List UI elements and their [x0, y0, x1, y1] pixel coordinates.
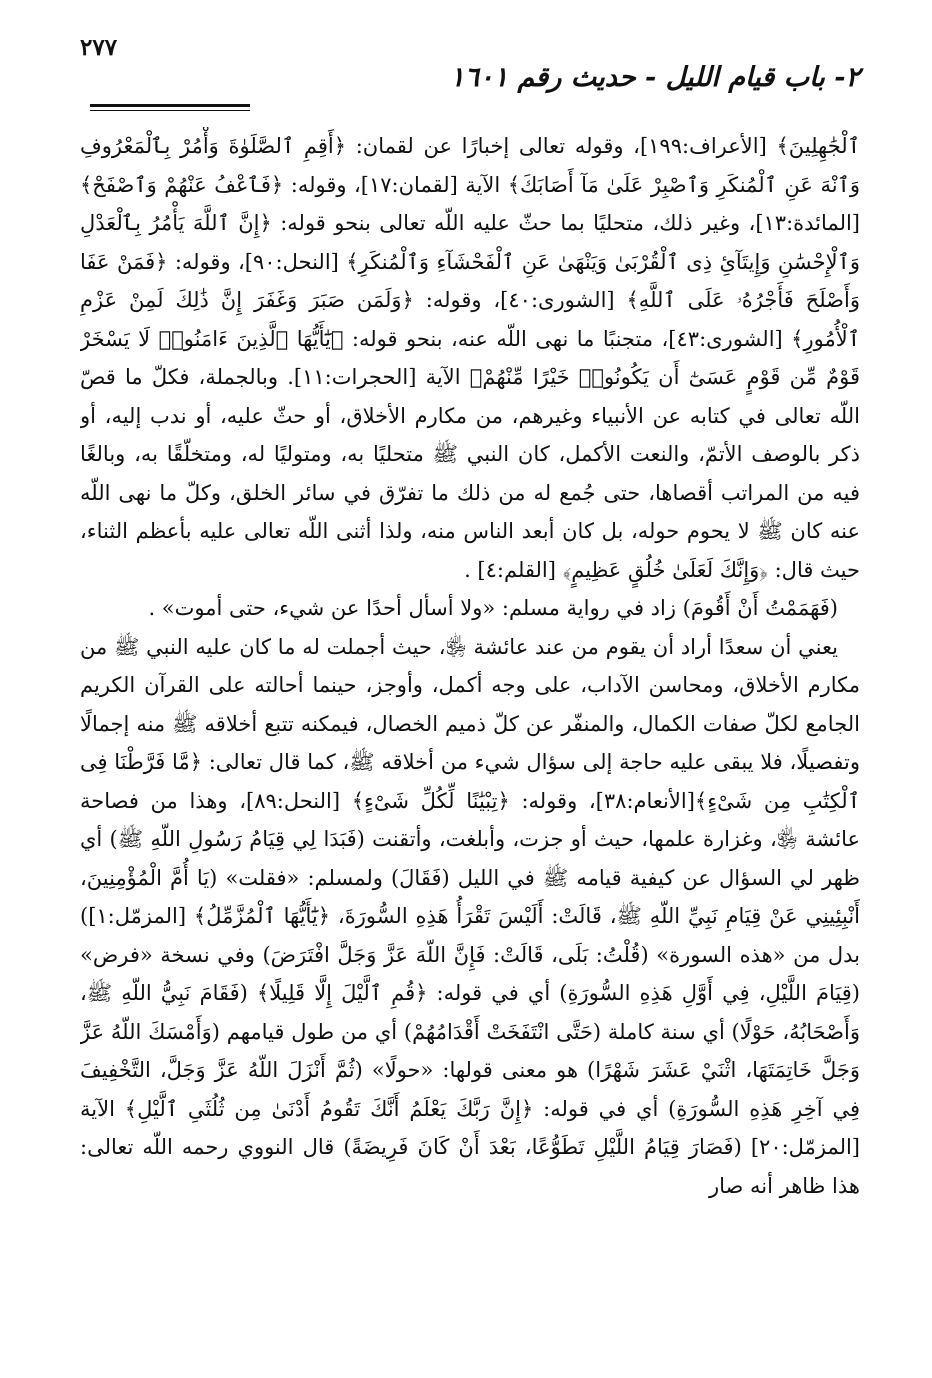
body-paragraph: ٱلْجَٰهِلِينَ﴾ [الأعراف:١٩٩]، وقوله تعالى إخبارًا عن لقمان: ﴿أَقِمِ ٱلصَّلَوٰةَ وَأْمُرْ بِٱلْمَعْرُوفِ وَٱنْهَ عَنِ ٱلْمُنكَرِ وَٱصْبِرْ عَلَىٰ مَآ أَصَابَكَ﴾ الآية [لقمان:١٧]، وقوله: ﴿فَٱعْفُ عَنْهُمْ وَٱصْفَحْ﴾ [المائدة:١٣]، وغير ذلك، متحليًا بما حثّ عليه اللّه تعالى بنحو قوله: ﴿إِنَّ ٱللَّهَ يَأْمُرُ بِٱلْعَدْلِ وَٱلْإِحْسَٰنِ وَإِيتَآئِ ذِى ٱلْقُرْبَىٰ وَيَنْهَىٰ عَنِ ٱلْفَحْشَآءِ وَٱلْمُنكَرِ﴾ [النحل:٩٠]، وقوله: ﴿فَمَنْ عَفَا وَأَصْلَحَ فَأَجْرُهُۥ عَلَى ٱللَّهِ﴾ [الشورى:٤٠]، وقوله: ﴿وَلَمَن صَبَرَ وَغَفَرَ إِنَّ ذَٰلِكَ لَمِنْ عَزْمِ ٱلْأُمُورِ﴾ [الشورى:٤٣]، متجنبًا ما نهى اللّه عنه، بنحو قوله: ﴿يَٰٓأَيُّهَا ٱلَّذِينَ ءَامَنُوا۟ لَا يَسْخَرْ قَوْمٌ مِّن قَوْمٍ عَسَىٰٓ أَن يَكُونُوا۟ خَيْرًا مِّنْهُمْ﴾ الآية [الحجرات:١١]. وبالجملة، فكلّ ما قصّ اللّه تعالى في كتابه عن الأنبياء وغيرهم، من مكارم الأخلاق، أو حثّ عليه، أو ندب إليه، أو ذكر بالوصف الأتمّ، والنعت الأكمل، كان النبي ﷺ متحليًا به، ومتوليًا له، ومتخلّقًا به، وبالغًا فيه من المراتب أقصاها، حتى جُمع له من ذلك ما تفرّق في سائر الخلق، وكلّ ما نهى اللّه عنه كان ﷺ لا يحوم حوله، بل كان أبعد الناس منه، ولذا أثنى اللّه تعالى عليه بأعظم الثناء، حيث قال: ﴿وَإِنَّكَ لَعَلَىٰ خُلُقٍ عَظِيمٍ﴾ [القلم:٤] .	[80, 134, 860, 582]
body-paragraph: (فَهَمَمْتُ أَنْ أَقُومَ) زاد في رواية مسلم: «ولا أسأل أحدًا عن شيء، حتى أموت» .	[148, 596, 838, 620]
page-body	[80, 127, 860, 1357]
page-header	[90, 62, 860, 98]
header-rule-thin	[90, 110, 250, 111]
header-rule-thick	[90, 104, 250, 107]
page-number: ٢٧٧	[80, 34, 118, 61]
running-header-title: ٢- باب قيام الليل - حديث رقم ١٦٠١	[450, 62, 860, 93]
body-paragraph: يعني أن سعدًا أراد أن يقوم من عند عائشة ﵂، حيث أجملت له ما كان عليه النبي ﷺ من مكارم الأخلاق، ومحاسن الآداب، على وجه أكمل، وأوجز، حينما أحالته على القرآن الكريم الجامع لكلّ صفات الكمال، والمنفّر عن كلّ ذميم الخصال، فيمكنه تتبع أخلاقه ﷺ منه إجمالًا وتفصيلًا، فلا يبقى عليه حاجة إلى سؤال شيء من أخلاقه ﷺ، كما قال تعالى: ﴿مَّا فَرَّطْنَا فِى ٱلْكِتَٰبِ مِن شَىْءٍ﴾[الأنعام:٣٨]، وقوله: ﴿تِبْيَٰنًا لِّكُلِّ شَىْءٍ﴾ [النحل:٨٩]، وهذا من فصاحة عائشة ﵂، وغزارة علمها، حيث أو جزت، وأبلغت، وأتقنت (فَبَدَا لِي قِيَامُ رَسُولِ اللّهِ ﷺ) أي ظهر لي السؤال عن كيفية قيامه ﷺ في الليل (فَقَالَ) ولمسلم: «فقلت» (يَا أُمَّ الْمُؤْمِنِينَ، أَنْبِئِينِي عَنْ قِيَامِ نَبِيِّ اللّهِ ﷺ، قَالَتْ: أَلَيْسَ تَقْرَأُ هَذِهِ السُّورَةَ، ﴿يَٰٓأَيُّهَا ٱلْمُزَّمِّلُ﴾ [المزمّل:١]) بدل من «هذه السورة» (قُلْتُ: بَلَى، قَالَتْ: فَإِنَّ اللّهَ عَزَّ وَجَلَّ افْتَرَضَ) وفي نسخة «فرض» (قِيَامَ اللَّيْلِ، فِي أَوَّلِ هَذِهِ السُّورَةِ) أي في قوله: ﴿قُمِ ٱلَّيْلَ إِلَّا قَلِيلًا﴾ (فَقَامَ نَبِيُّ اللّهِ ﷺ، وَأَصْحَابُهُ، حَوْلًا) أي سنة كاملة (حَتَّى انْتَفَخَتْ أَقْدَامُهُمْ) أي من طول قيامهم (وَأَمْسَكَ اللّهُ عَزَّ وَجَلَّ خَاتِمَتَهَا، اثْنَيْ عَشَرَ شَهْرًا) هو معنى قولها: «حولًا» (ثُمَّ أَنْزَلَ اللّهُ عَزَّ وَجَلَّ، التَّخْفِيفَ فِي آخِرِ هَذِهِ السُّورَةِ) أي في قوله: ﴿إِنَّ رَبَّكَ يَعْلَمُ أَنَّكَ تَقُومُ أَدْنَىٰ مِن ثُلُثَىِ ٱلَّيْلِ﴾ الآية [المزمّل:٢٠] (فَصَارَ قِيَامُ اللَّيْلِ تَطَوُّعًا، بَعْدَ أَنْ كَانَ فَرِيضَةً) قال النووي رحمه اللّه تعالى: هذا ظاهر أنه صار	[80, 634, 860, 1198]
